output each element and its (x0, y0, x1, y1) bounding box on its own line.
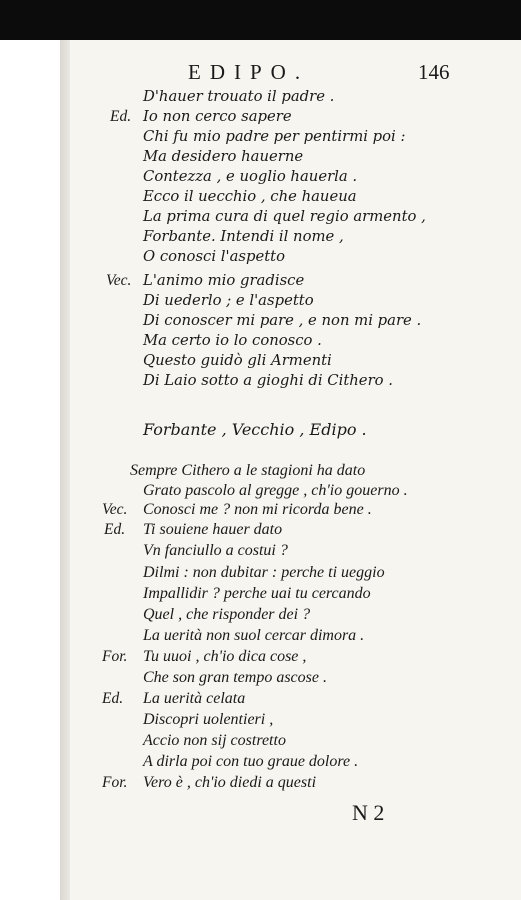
verse-line: Di conoscer mi pare , e non mi pare . (143, 312, 422, 329)
speaker-label: Ed. (104, 521, 126, 538)
verse-line: Forbante. Intendi il nome , (143, 228, 344, 245)
verse-line: Vn fanciullo a costui ? (143, 542, 288, 559)
verse-line: Ecco il uecchio , che haueua (143, 188, 357, 205)
speaker-label: For. (102, 648, 128, 665)
verse-line: Ma certo io lo conosco . (143, 332, 322, 349)
verse-line: La prima cura di quel regio armento , (143, 208, 426, 225)
verse-line: L'animo mio gradisce (143, 272, 305, 289)
page-number: 146 (418, 60, 450, 84)
scan-border (0, 0, 521, 40)
verse-line: Che son gran tempo ascose . (143, 669, 327, 686)
verse-line: Chi fu mio padre per pentirmi poi : (143, 128, 406, 145)
signature-mark: N 2 (352, 800, 385, 825)
verse-line: Ti souiene hauer dato (143, 521, 283, 538)
verse-line: Accio non sij costretto (143, 732, 286, 749)
verse-line: Tu uuoi , ch'io dica cose , (143, 648, 307, 665)
speaker-label: Vec. (102, 501, 128, 518)
verse-line: Contezza , e uoglio hauerla . (143, 168, 358, 185)
verse-line: Grato pascolo al gregge , ch'io gouerno . (143, 482, 408, 499)
verse-line: La uerità non suol cercar dimora . (143, 627, 365, 644)
verse-line: A dirla poi con tuo graue dolore . (143, 753, 359, 770)
verse-line: Io non cerco sapere (143, 108, 292, 125)
verse-line: Dilmi : non dubitar : perche ti ueggio (143, 564, 385, 581)
verse-line: Di Laio sotto a gioghi di Cithero . (143, 372, 393, 389)
verse-line: Discopri uolentieri , (143, 711, 274, 728)
verse-line: Quel , che risponder dei ? (143, 606, 311, 623)
speaker-label: Ed. (102, 690, 124, 707)
stage-direction: Forbante , Vecchio , Edipo . (143, 420, 367, 439)
speaker-label: Vec. (106, 272, 132, 289)
verse-line: Vero è , ch'io diedi a questi (143, 774, 317, 791)
verse-line: Impallidir ? perche uai tu cercando (143, 585, 371, 602)
verse-line: La uerità celata (143, 690, 246, 707)
verse-line: D'hauer trouato il padre . (143, 88, 335, 105)
verse-line: Ma desidero hauerne (143, 148, 304, 165)
speaker-label: Ed. (110, 108, 132, 125)
running-title: EDIPO. (188, 60, 310, 84)
verse-line: Di uederlo ; e l'aspetto (143, 292, 314, 309)
verse-line: Questo guidò gli Armenti (143, 352, 332, 369)
verse-line: Sempre Cithero a le stagioni ha dato (130, 462, 366, 479)
speaker-label: For. (102, 774, 128, 791)
verse-line: Conosci me ? non mi ricorda bene . (143, 501, 372, 518)
verse-line: O conosci l'aspetto (143, 248, 286, 265)
